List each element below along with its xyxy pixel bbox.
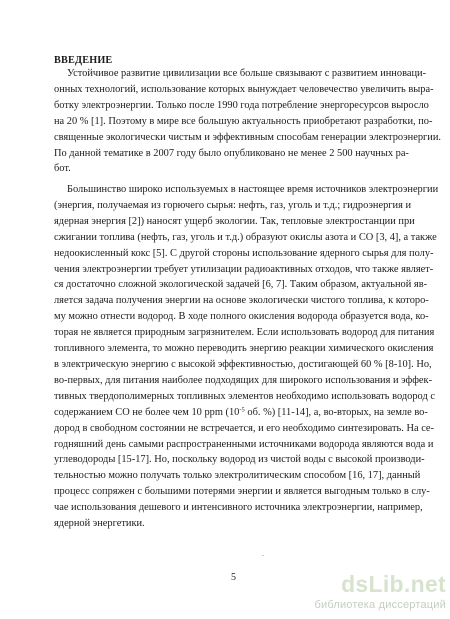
watermark-logo: dsLib.net: [341, 571, 446, 597]
text-line: на 20 % [1]. Поэтому в мире все большую актуальность приобретают разработки, по-: [54, 115, 433, 127]
text-line: священные экологически чистым и эффективным способам генерации электроэнергии.: [54, 131, 442, 143]
text-line: чае использования дешевого и интенсивного источника электроэнергии, например,: [54, 502, 423, 514]
text-line: ядерной энергетики.: [54, 518, 145, 530]
text-line: годняшний день самыми распространенными источниками водорода являются вода и: [54, 438, 434, 450]
watermark-subtitle: библиотека диссертаций: [314, 599, 446, 611]
stray-mark: .: [262, 549, 264, 558]
text-line: недоокисленный кокс [5]. С другой стороны использование ядерного сырья для полу-: [54, 247, 434, 259]
text-line: торая не является природным загрязнителем. Если использовать водород для питания: [54, 327, 435, 339]
text-line: По данной тематике в 2007 году было опубликовано не менее 2 500 научных ра-: [54, 147, 409, 159]
text-line: Устойчивое развитие цивилизации все больше связывают с развитием инноваци-: [67, 68, 427, 79]
paragraph-1: [54, 66, 442, 177]
text-line: Большинство широко используемых в настоящее время источников электроэнергии: [67, 184, 439, 195]
text-line: ядерная энергия [2]) наносят ущерб экологии. Так, тепловые электростанции при: [54, 215, 415, 227]
text-line: углеводороды [15-17]. Но, поскольку водород из чистой воды с высокой производи-: [54, 454, 425, 466]
text-line: в электрическую энергию с высокой эффективностью, достигающей 60 % [8-10]. Но,: [54, 358, 432, 370]
text-line: онных технологий, использование которых вынуждает человечество увеличить выра-: [54, 83, 434, 95]
text-line: дород в свободном состоянии не встречается, и его необходимо синтезировать. На се-: [54, 422, 435, 434]
paragraph-2: [54, 182, 439, 532]
text-segment: содержанием CO не более чем 10 ppm (10: [54, 406, 240, 418]
text-segment: об. %) [11-14], а, во-вторых, на земле во-: [244, 406, 428, 418]
page-number: 5: [231, 572, 236, 583]
text-line: му можно отнести водород. В ходе полного окисления водорода образуется вода, ко-: [54, 311, 429, 323]
text-line: бот.: [54, 163, 71, 175]
text-line: во-первых, для питания наиболее подходящих для широкого использования и эффек-: [54, 374, 433, 386]
text-line: (энергия, получаемая из горючего сырья: нефть, газ, уголь и т.д.; гидроэнергия и: [54, 199, 412, 211]
text-line: тивных твердополимерных топливных элементов необходимо использовать водород с: [54, 390, 435, 402]
superscript-exponent: -5: [239, 406, 245, 414]
text-line: сжигании топлива (нефть, газ, уголь и т.д.) образуют окислы азота и CO [3, 4], а также: [54, 231, 437, 243]
text-line: процесс сопряжен с большими потерями энергии и является выгодным только в слу-: [54, 486, 430, 498]
text-line: чения электроэнергии требует утилизации радиоактивных отходов, что также являет-: [54, 263, 434, 275]
text-line: ляется задача получения энергии на основе экологически чистого топлива, к которо-: [54, 295, 429, 307]
section-heading: ВВЕДЕНИЕ: [54, 55, 113, 66]
watermark: [310, 571, 446, 615]
text-line: ся достаточно сложной экологической задачей [6, 7]. Таким образом, актуальной яв-: [54, 279, 428, 291]
text-line: тельностью можно получать только электролитическим способом [16, 17], данный: [54, 470, 421, 482]
text-line: ботку электроэнергии. Только после 1990 года потребление энергоресурсов выросло: [54, 99, 429, 111]
text-line: топливного элемента, то можно переводить энергию реакции химического окисления: [54, 343, 434, 355]
text-line-with-superscript: [54, 405, 428, 421]
